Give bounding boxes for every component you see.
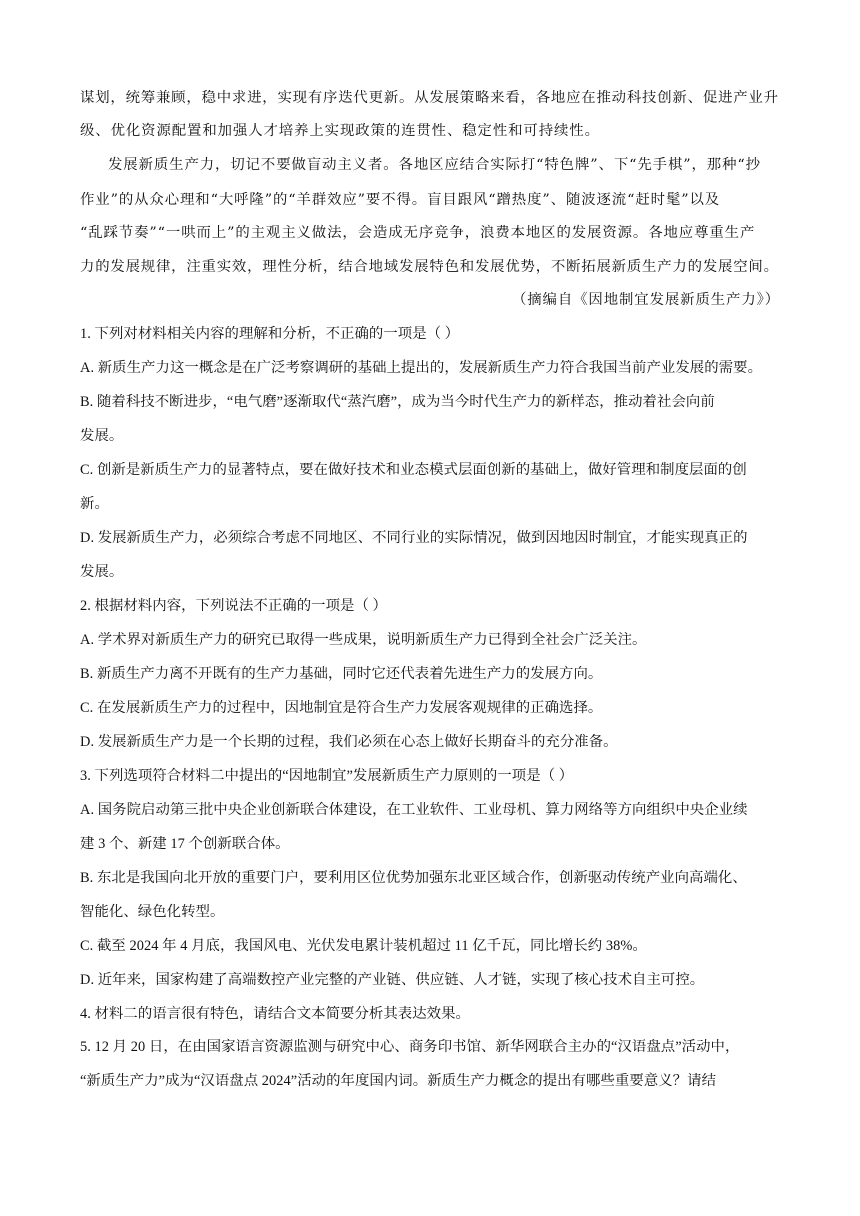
option-line: C. 截至 2024 年 4 月底，我国风电、光伏发电累计装机超过 11 亿千瓦，同比增长约 38%。: [80, 938, 647, 954]
question-stem: “新质生产力”成为“汉语盘点 2024”活动的年度国内词。新质生产力概念的提出有哪些重要意义？请结: [80, 1073, 717, 1089]
option-line: 发展。: [80, 564, 124, 580]
passage-line: 力的发展规律，注重实效，理性分析，结合地域发展特色和发展优势，不断拓展新质生产力的发展空间。: [80, 259, 779, 275]
option-line: 智能化、绿色化转型。: [80, 904, 225, 920]
option-line: 发展。: [80, 428, 124, 444]
option-line: A. 学术界对新质生产力的研究已取得一些成果，说明新质生产力已得到全社会广泛关注。: [80, 632, 647, 648]
option-line: A. 国务院启动第三批中央企业创新联合体建设，在工业软件、工业母机、算力网络等方向组织中央企业续: [80, 802, 748, 818]
option-line: B. 新质生产力离不开既有的生产力基础，同时它还代表着先进生产力的发展方向。: [80, 666, 603, 682]
option-line: A. 新质生产力这一概念是在广泛考察调研的基础上提出的，发展新质生产力符合我国当前产业发展的需要。: [80, 360, 763, 376]
passage-line: 谋划，统筹兼顾，稳中求进，实现有序迭代更新。从发展策略来看，各地应在推动科技创新、促进产业升: [80, 90, 779, 106]
question-stem: 4. 材料二的语言很有特色，请结合文本简要分析其表达效果。: [80, 1006, 470, 1022]
question-stem: 3. 下列选项符合材料二中提出的“因地制宜”发展新质生产力原则的一项是（ ）: [80, 768, 574, 784]
option-line: D. 发展新质生产力，必须综合考虑不同地区、不同行业的实际情况，做到因地因时制宜，才能实现真正的: [80, 530, 748, 546]
option-line: C. 在发展新质生产力的过程中，因地制宜是符合生产力发展客观规律的正确选择。: [80, 700, 603, 716]
passage-line: 级、优化资源配置和加强人才培养上实现政策的连贯性、稳定性和可持续性。: [80, 123, 600, 139]
question-stem: 5. 12 月 20 日，在由国家语言资源监测与研究中心、商务印书馆、新华网联合主办的“汉语盘点”活动中，: [80, 1039, 740, 1055]
option-line: B. 随着科技不断进步，“电气磨”逐渐取代“蒸汽磨”，成为当今时代生产力的新样态，推动着社会向前: [80, 394, 715, 410]
option-line: D. 近年来，国家构建了高端数控产业完整的产业链、供应链、人才链，实现了核心技术自主可控。: [80, 972, 705, 988]
option-line: D. 发展新质生产力是一个长期的过程，我们必须在心态上做好长期奋斗的充分准备。: [80, 734, 618, 750]
option-line: C. 创新是新质生产力的显著特点，要在做好技术和业态模式层面创新的基础上，做好管理和制度层面的创: [80, 462, 747, 478]
passage-source: （摘编自《因地制宜发展新质生产力》）: [511, 292, 780, 308]
option-line: B. 东北是我国向北开放的重要门户，要利用区位优势加强东北亚区域合作，创新驱动传统产业向高端化、: [80, 870, 747, 886]
passage-line: 发展新质生产力，切记不要做盲动主义者。各地区应结合实际打“特色牌”、下“先手棋”，那种“抄: [108, 157, 761, 173]
passage-line: 作业”的从众心理和“大呼隆”的“羊群效应”要不得。盲目跟风“蹭热度”、随波逐流“赶时髦”以及: [80, 192, 721, 208]
option-line: 新。: [80, 496, 109, 512]
option-line: 建 3 个、新建 17 个创新联合体。: [80, 836, 290, 852]
question-stem: 2. 根据材料内容，下列说法不正确的一项是（ ）: [80, 598, 388, 614]
passage-line: “乱踩节奏”“一哄而上”的主观主义做法，会造成无序竞争，浪费本地区的发展资源。各地应尊重生产: [80, 225, 756, 241]
question-stem: 1. 下列对材料相关内容的理解和分析，不正确的一项是（ ）: [80, 326, 460, 342]
